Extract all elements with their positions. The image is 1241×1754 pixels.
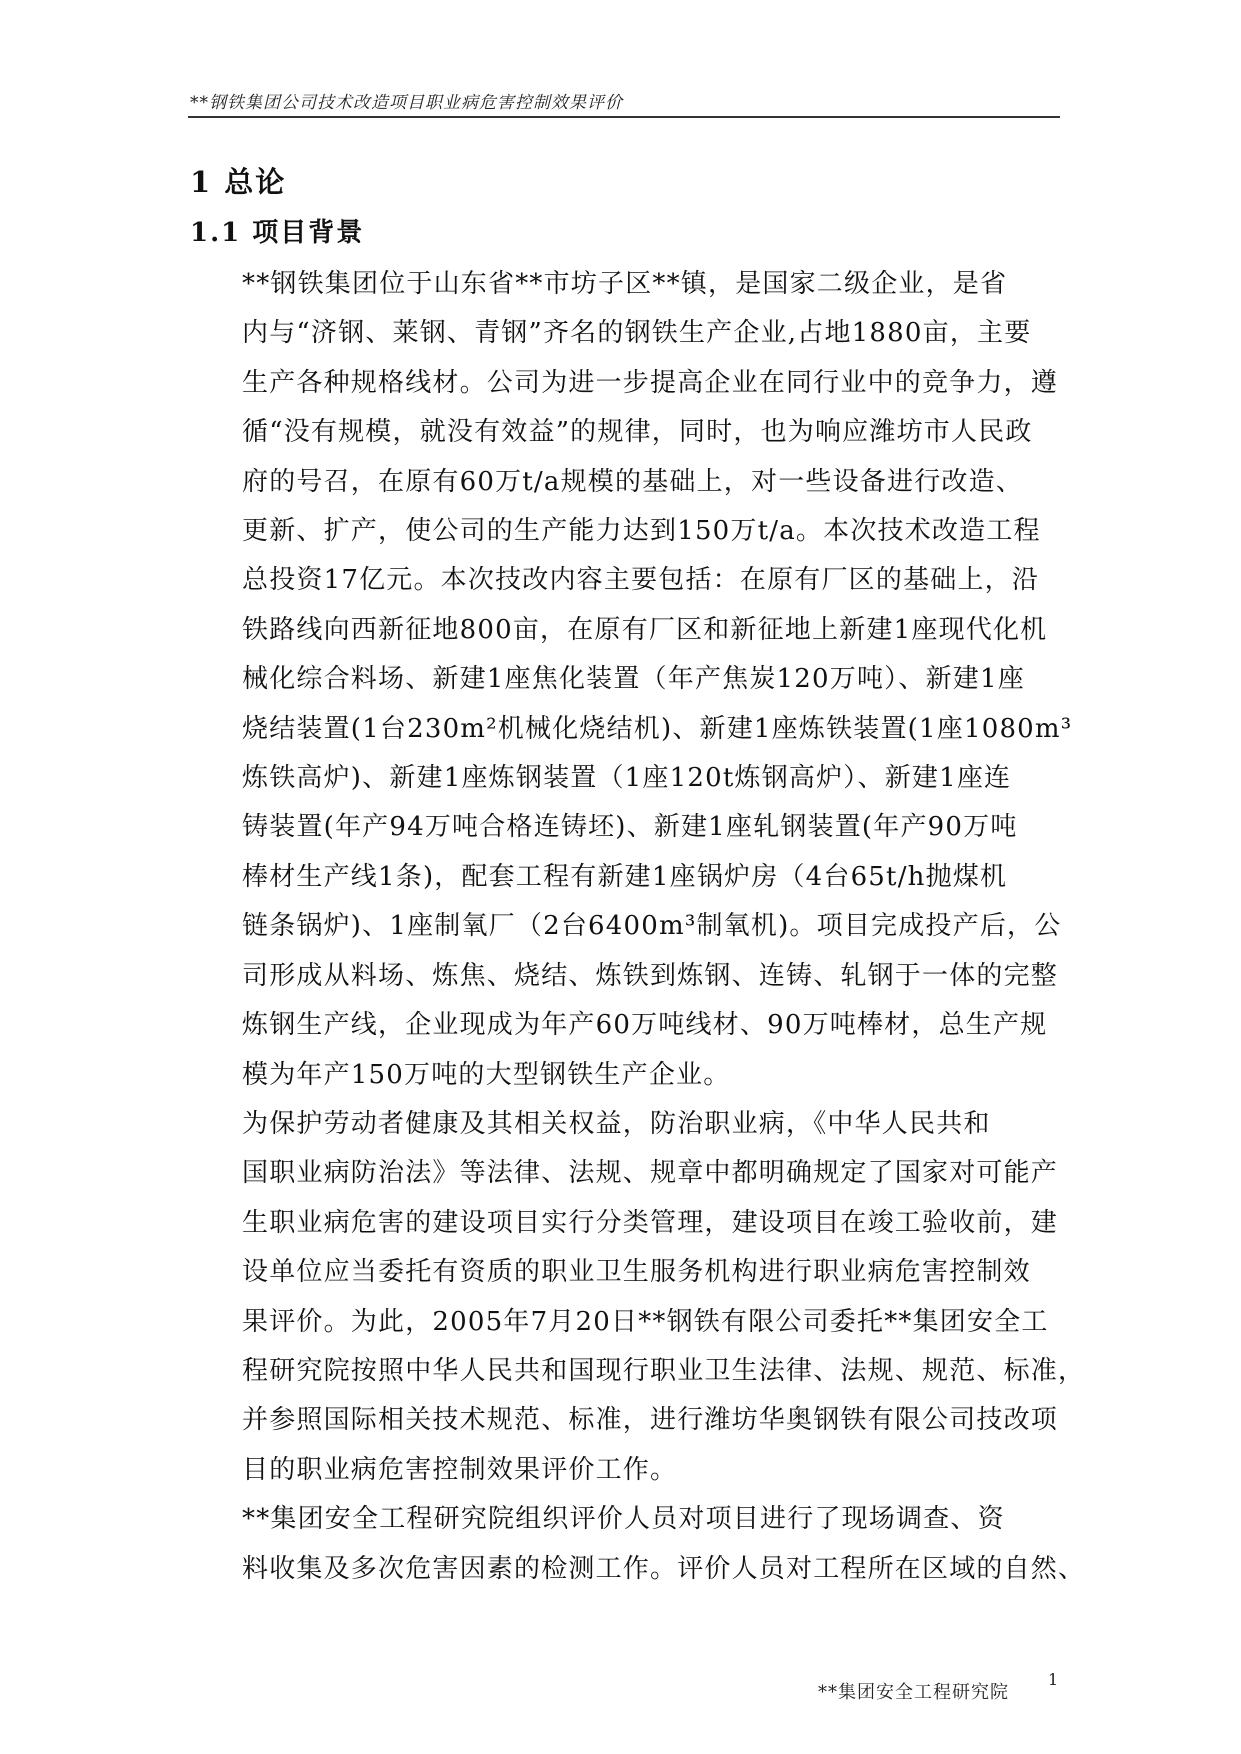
text-line: 烧结装置(1台230m²机械化烧结机)、新建1座炼铁装置(1座1080m³ — [242, 713, 1073, 744]
text-line: **集团安全工程研究院组织评价人员对项目进行了现场调查、资 — [242, 1504, 1005, 1535]
text-line: 炼铁高炉)、新建1座炼钢装置（1座120t炼钢高炉）、新建1座连 — [242, 763, 1012, 794]
text-line: 设单位应当委托有资质的职业卫生服务机构进行职业病危害控制效 — [242, 1257, 1031, 1288]
text-line: 棒材生产线1条)，配套工程有新建1座锅炉房（4台65t/h抛煤机 — [242, 861, 1008, 892]
text-line: 内与“济钢、莱钢、青钢”齐名的钢铁生产企业,占地1880亩，主要 — [242, 318, 1032, 349]
text-line: 生职业病危害的建设项目实行分类管理，建设项目在竣工验收前，建 — [242, 1207, 1059, 1238]
text-line: 目的职业病危害控制效果评价工作。 — [242, 1454, 678, 1485]
text-line: 为保护劳动者健康及其相关权益，防治职业病，《中华人民共和 — [242, 1108, 991, 1139]
text-line: 府的号召，在原有60万t/a规模的基础上，对一些设备进行改造、 — [242, 466, 1023, 497]
text-line: 循“没有规模，就没有效益”的规律，同时，也为响应潍坊市人民政 — [242, 417, 1033, 448]
body-text — [190, 260, 1086, 1594]
page-number: 1 — [1048, 1670, 1059, 1689]
running-header: **钢铁集团公司技术改造项目职业病危害控制效果评价 — [190, 93, 623, 113]
footer-organization: **集团安全工程研究院 — [818, 1682, 1009, 1703]
text-line: **钢铁集团位于山东省**市坊子区**镇，是国家二级企业，是省 — [242, 269, 1008, 299]
text-line: 铁路线向西新征地800亩，在原有厂区和新征地上新建1座现代化机 — [242, 614, 1048, 645]
chapter-heading: 1 总论 — [190, 165, 287, 199]
text-line: 果评价。为此，2005年7月20日**钢铁有限公司委托**集团安全工 — [242, 1306, 1049, 1337]
paragraph-evaluation-work — [190, 1495, 1086, 1594]
text-line: 链条锅炉)、1座制氧厂（2台6400m³制氧机)。项目完成投产后，公 — [242, 911, 1062, 942]
text-line: 铸装置(年产94万吨合格连铸坯)、新建1座轧钢装置(年产90万吨 — [242, 812, 1018, 843]
paragraph-legal-basis — [190, 1100, 1086, 1495]
text-line: 总投资17亿元。本次技改内容主要包括：在原有厂区的基础上，沿 — [242, 565, 1040, 596]
text-line: 械化综合料场、新建1座焦化装置（年产焦炭120万吨）、新建1座 — [242, 664, 1025, 695]
text-line: 生产各种规格线材。公司为进一步提高企业在同行业中的竞争力，遵 — [242, 367, 1059, 398]
section-heading: 1.1 项目背景 — [190, 218, 365, 248]
header-divider — [188, 116, 1060, 118]
text-line: 更新、扩产，使公司的生产能力达到150万t/a。本次技术改造工程 — [242, 516, 1041, 547]
text-line: 司形成从料场、炼焦、烧结、炼铁到炼钢、连铸、轧钢于一体的完整 — [242, 960, 1059, 991]
text-line: 炼钢生产线，企业现成为年产60万吨线材、90万吨棒材，总生产规 — [242, 1010, 1048, 1041]
text-line: 并参照国际相关技术规范、标准，进行潍坊华奥钢铁有限公司技改项 — [242, 1405, 1059, 1436]
paragraph-project-overview — [190, 260, 1073, 1100]
text-line: 国职业病防治法》等法律、法规、规章中都明确规定了国家对可能产 — [242, 1158, 1059, 1189]
text-line: 程研究院按照中华人民共和国现行职业卫生法律、法规、规范、标准， — [242, 1355, 1086, 1386]
text-line: 模为年产150万吨的大型钢铁生产企业。 — [242, 1059, 731, 1090]
text-line: 料收集及多次危害因素的检测工作。评价人员对工程所在区域的自然、 — [242, 1553, 1086, 1584]
